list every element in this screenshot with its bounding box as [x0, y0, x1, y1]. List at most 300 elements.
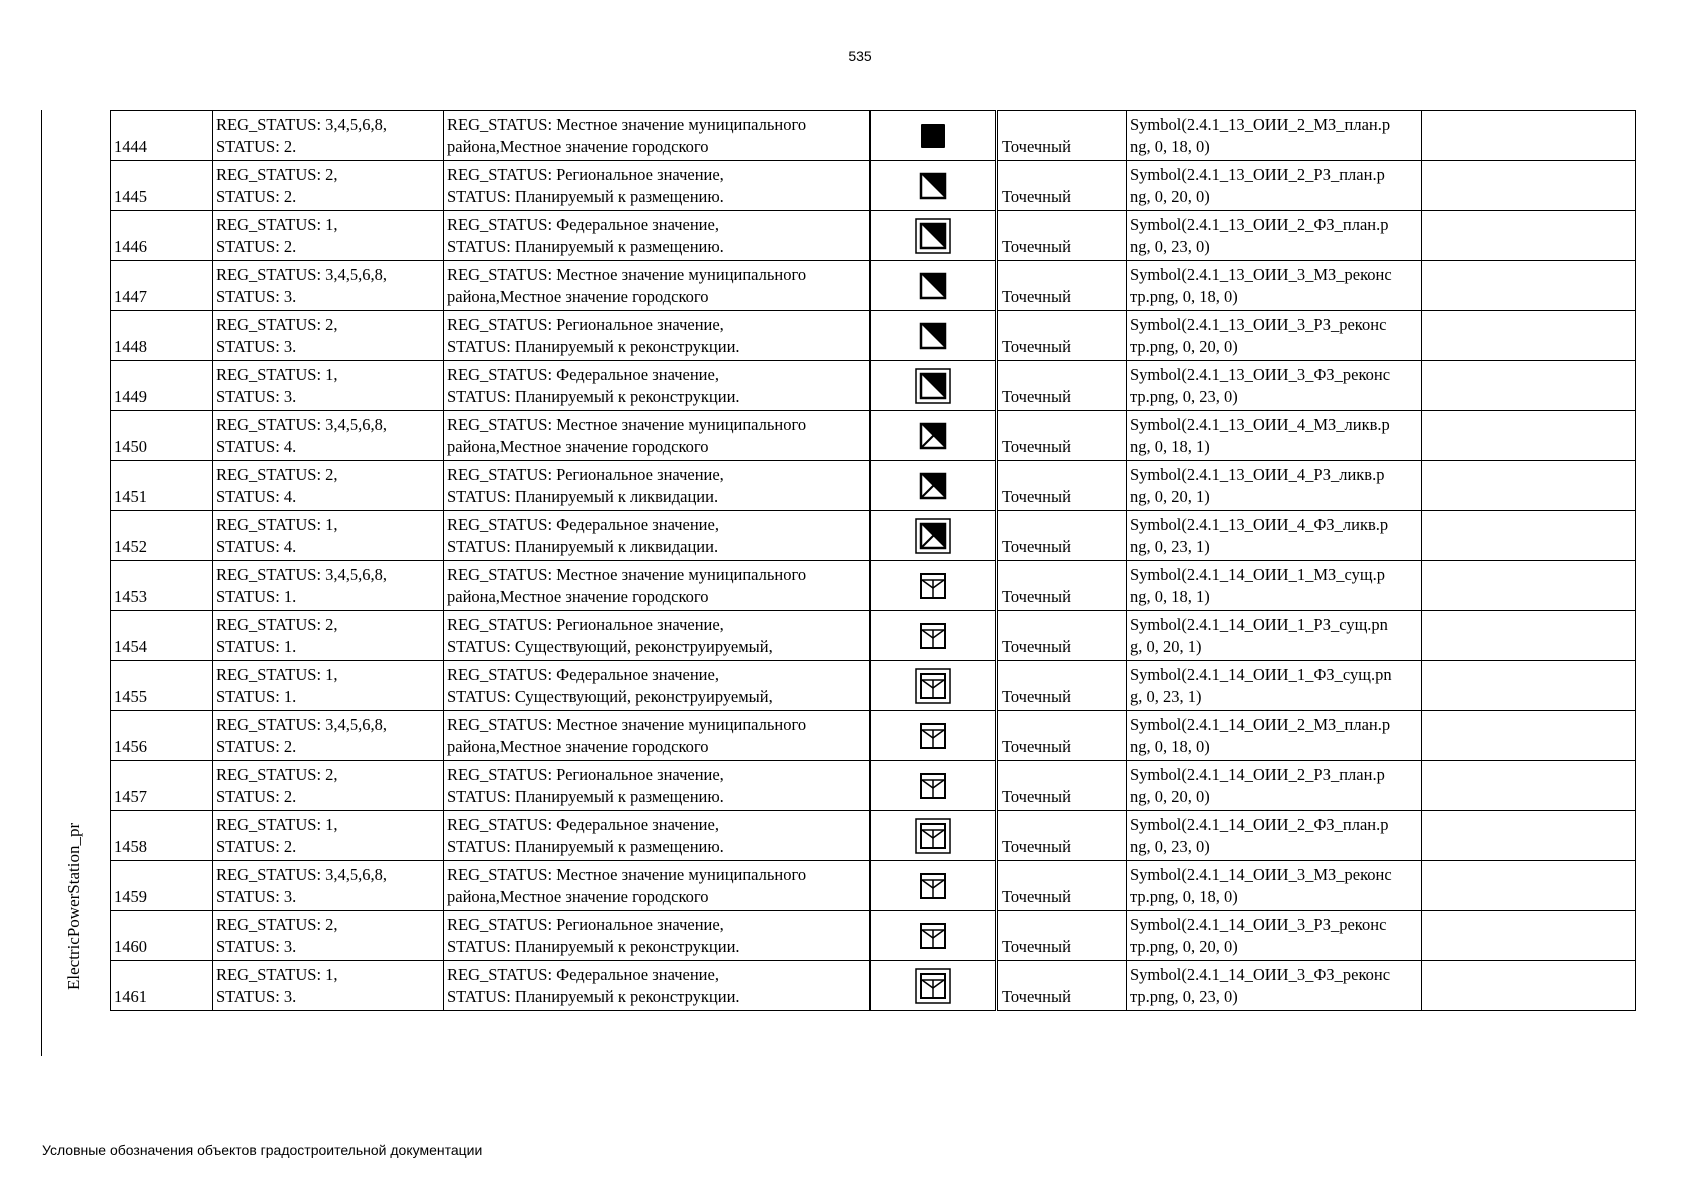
geometry-type: Точечный — [1002, 587, 1071, 606]
condition-cell-line: STATUS: 3. — [216, 287, 297, 306]
geometry-type-cell — [997, 511, 1127, 561]
symbol-function-cell-line: ng, 0, 20, 0) — [1130, 187, 1210, 206]
row-id: 1461 — [114, 987, 147, 1006]
empty-cell — [1422, 861, 1636, 911]
symbol-function-cell — [1127, 411, 1422, 461]
row-id: 1444 — [114, 137, 147, 156]
row-id: 1455 — [114, 687, 147, 706]
table-row — [111, 911, 1636, 961]
symbol-function-cell-line: Symbol(2.4.1_13_ОИИ_4_ФЗ_ликв.p — [1130, 515, 1389, 534]
empty-cell — [1422, 811, 1636, 861]
condition-cell-line: STATUS: 4. — [216, 437, 297, 456]
condition-cell-line: STATUS: 1. — [216, 687, 297, 706]
condition-cell — [213, 861, 444, 911]
symbol-function-cell-line: тр.png, 0, 20, 0) — [1130, 937, 1238, 956]
description-cell — [444, 411, 871, 461]
empty-cell — [1422, 361, 1636, 411]
row-id-cell — [111, 161, 213, 211]
antenna-square-icon — [916, 724, 950, 743]
symbol-function-cell-line: ng, 0, 18, 0) — [1130, 737, 1210, 756]
description-cell-line: STATUS: Планируемый к размещению. — [447, 837, 724, 856]
symbol-function-cell-line: Symbol(2.4.1_13_ОИИ_2_МЗ_план.p — [1130, 115, 1391, 134]
condition-cell-line: STATUS: 1. — [216, 587, 297, 606]
page-number: 535 — [848, 48, 872, 64]
row-id: 1459 — [114, 887, 147, 906]
description-cell — [444, 961, 871, 1011]
condition-cell-line: STATUS: 2. — [216, 237, 297, 256]
row-id-cell — [111, 711, 213, 761]
symbol-function-cell-line: ng, 0, 18, 1) — [1130, 437, 1210, 456]
table-row — [111, 811, 1636, 861]
legend-table — [110, 110, 1636, 1011]
description-cell-line: REG_STATUS: Федеральное значение, — [447, 365, 719, 384]
symbol-cell — [870, 361, 997, 411]
row-id-cell — [111, 211, 213, 261]
geometry-type: Точечный — [1002, 637, 1071, 656]
description-cell — [444, 361, 871, 411]
condition-cell — [213, 361, 444, 411]
condition-cell-line: STATUS: 2. — [216, 737, 297, 756]
description-cell-line: района,Местное значение городского — [447, 737, 709, 756]
symbol-function-cell — [1127, 761, 1422, 811]
row-id-cell — [111, 761, 213, 811]
geometry-type-cell — [997, 861, 1127, 911]
table-row — [111, 611, 1636, 661]
empty-cell — [1422, 261, 1636, 311]
condition-cell — [213, 711, 444, 761]
geometry-type: Точечный — [1002, 437, 1071, 456]
symbol-cell — [870, 261, 997, 311]
description-cell-line: REG_STATUS: Федеральное значение, — [447, 665, 719, 684]
condition-cell — [213, 761, 444, 811]
geometry-type-cell — [997, 811, 1127, 861]
description-cell — [444, 511, 871, 561]
geometry-type: Точечный — [1002, 287, 1071, 306]
description-cell-line: REG_STATUS: Федеральное значение, — [447, 515, 719, 534]
row-id-cell — [111, 511, 213, 561]
empty-cell — [1422, 711, 1636, 761]
condition-cell — [213, 961, 444, 1011]
description-cell-line: STATUS: Планируемый к ликвидации. — [447, 487, 719, 506]
row-id: 1448 — [114, 337, 147, 356]
symbol-cell — [870, 711, 997, 761]
symbol-function-cell — [1127, 361, 1422, 411]
description-cell-line: REG_STATUS: Региональное значение, — [447, 165, 724, 184]
symbol-function-cell — [1127, 211, 1422, 261]
diagonal-square-icon — [916, 174, 950, 193]
table-row — [111, 161, 1636, 211]
description-cell-line: района,Местное значение городского — [447, 887, 709, 906]
condition-cell — [213, 811, 444, 861]
symbol-function-cell-line: ng, 0, 20, 1) — [1130, 487, 1210, 506]
condition-cell-line: REG_STATUS: 1, — [216, 365, 338, 384]
row-id: 1451 — [114, 487, 147, 506]
empty-cell — [1422, 161, 1636, 211]
row-id-cell — [111, 861, 213, 911]
antenna-square-icon — [916, 874, 950, 893]
symbol-function-cell-line: Symbol(2.4.1_14_ОИИ_3_РЗ_реконс — [1130, 915, 1387, 934]
symbol-function-cell-line: Symbol(2.4.1_14_ОИИ_1_РЗ_сущ.pn — [1130, 615, 1388, 634]
condition-cell — [213, 461, 444, 511]
condition-cell-line: STATUS: 3. — [216, 987, 297, 1006]
description-cell-line: REG_STATUS: Региональное значение, — [447, 315, 724, 334]
condition-cell-line: REG_STATUS: 3,4,5,6,8, — [216, 265, 388, 284]
condition-cell-line: STATUS: 2. — [216, 187, 297, 206]
row-id: 1445 — [114, 187, 147, 206]
symbol-function-cell-line: Symbol(2.4.1_13_ОИИ_2_ФЗ_план.p — [1130, 215, 1389, 234]
empty-cell — [1422, 211, 1636, 261]
description-cell — [444, 561, 871, 611]
description-cell-line: REG_STATUS: Местное значение муниципального — [447, 265, 807, 284]
cross-square-icon — [916, 424, 950, 443]
condition-cell-line: STATUS: 2. — [216, 837, 297, 856]
symbol-function-cell-line: ng, 0, 23, 0) — [1130, 237, 1210, 256]
row-id: 1454 — [114, 637, 147, 656]
geometry-type: Точечный — [1002, 737, 1071, 756]
row-id: 1446 — [114, 237, 147, 256]
condition-cell-line: STATUS: 3. — [216, 337, 297, 356]
symbol-cell — [870, 511, 997, 561]
symbol-cell — [870, 661, 997, 711]
table-row — [111, 261, 1636, 311]
geometry-type-cell — [997, 261, 1127, 311]
geometry-type-cell — [997, 661, 1127, 711]
row-id-cell — [111, 361, 213, 411]
description-cell-line: STATUS: Существующий, реконструируемый, — [447, 637, 773, 656]
table-row — [111, 311, 1636, 361]
symbol-function-cell — [1127, 561, 1422, 611]
description-cell-line: STATUS: Планируемый к реконструкции. — [447, 987, 740, 1006]
description-cell — [444, 461, 871, 511]
condition-cell-line: REG_STATUS: 1, — [216, 515, 338, 534]
cross-square-icon — [916, 474, 950, 493]
antenna-framed-square-icon — [913, 974, 953, 993]
description-cell-line: района,Местное значение городского — [447, 287, 709, 306]
table-row — [111, 211, 1636, 261]
antenna-framed-square-icon — [913, 674, 953, 693]
condition-cell-line: STATUS: 4. — [216, 487, 297, 506]
side-label: ElectricPowerStation_pr — [64, 822, 83, 990]
geometry-type-cell — [997, 311, 1127, 361]
geometry-type-cell — [997, 111, 1127, 161]
description-cell-line: STATUS: Планируемый к реконструкции. — [447, 387, 740, 406]
symbol-cell — [870, 761, 997, 811]
symbol-cell — [870, 861, 997, 911]
condition-cell-line: REG_STATUS: 3,4,5,6,8, — [216, 715, 388, 734]
geometry-type-cell — [997, 211, 1127, 261]
antenna-square-icon — [916, 774, 950, 793]
condition-cell — [213, 111, 444, 161]
symbol-function-cell-line: тр.png, 0, 23, 0) — [1130, 987, 1238, 1006]
description-cell-line: REG_STATUS: Региональное значение, — [447, 915, 724, 934]
symbol-function-cell — [1127, 961, 1422, 1011]
symbol-function-cell-line: Symbol(2.4.1_14_ОИИ_1_ФЗ_сущ.pn — [1130, 665, 1392, 684]
symbol-function-cell — [1127, 311, 1422, 361]
table-row — [111, 111, 1636, 161]
symbol-cell — [870, 411, 997, 461]
symbol-cell — [870, 811, 997, 861]
condition-cell-line: STATUS: 3. — [216, 387, 297, 406]
description-cell — [444, 861, 871, 911]
row-id: 1450 — [114, 437, 147, 456]
symbol-cell — [870, 211, 997, 261]
symbol-function-cell-line: Symbol(2.4.1_14_ОИИ_2_РЗ_план.p — [1130, 765, 1385, 784]
description-cell — [444, 911, 871, 961]
antenna-square-icon — [916, 574, 950, 593]
table-row — [111, 461, 1636, 511]
geometry-type: Точечный — [1002, 787, 1071, 806]
symbol-function-cell-line: Symbol(2.4.1_13_ОИИ_3_РЗ_реконс — [1130, 315, 1387, 334]
row-id: 1452 — [114, 537, 147, 556]
empty-cell — [1422, 761, 1636, 811]
symbol-function-cell-line: Symbol(2.4.1_13_ОИИ_3_МЗ_реконс — [1130, 265, 1392, 284]
symbol-cell — [870, 911, 997, 961]
condition-cell — [213, 661, 444, 711]
symbol-function-cell — [1127, 661, 1422, 711]
row-id-cell — [111, 111, 213, 161]
description-cell-line: STATUS: Планируемый к реконструкции. — [447, 337, 740, 356]
geometry-type-cell — [997, 161, 1127, 211]
condition-cell-line: STATUS: 2. — [216, 137, 297, 156]
geometry-type-cell — [997, 361, 1127, 411]
condition-cell-line: STATUS: 3. — [216, 887, 297, 906]
condition-cell-line: REG_STATUS: 3,4,5,6,8, — [216, 865, 388, 884]
condition-cell-line: REG_STATUS: 2, — [216, 315, 338, 334]
geometry-type: Точечный — [1002, 487, 1071, 506]
description-cell-line: REG_STATUS: Региональное значение, — [447, 465, 724, 484]
symbol-cell — [870, 611, 997, 661]
table-row — [111, 511, 1636, 561]
description-cell — [444, 311, 871, 361]
row-id: 1457 — [114, 787, 147, 806]
geometry-type-cell — [997, 711, 1127, 761]
symbol-cell — [870, 161, 997, 211]
footer-text: Условные обозначения объектов градостроительной документации — [42, 1142, 483, 1158]
row-id: 1453 — [114, 587, 147, 606]
geometry-type: Точечный — [1002, 537, 1071, 556]
symbol-function-cell-line: Symbol(2.4.1_14_ОИИ_3_МЗ_реконс — [1130, 865, 1392, 884]
condition-cell-line: REG_STATUS: 1, — [216, 665, 338, 684]
geometry-type: Точечный — [1002, 337, 1071, 356]
description-cell — [444, 611, 871, 661]
condition-cell-line: REG_STATUS: 1, — [216, 815, 338, 834]
diagonal-square-icon — [916, 324, 950, 343]
description-cell-line: REG_STATUS: Местное значение муниципального — [447, 865, 807, 884]
symbol-function-cell — [1127, 511, 1422, 561]
condition-cell-line: REG_STATUS: 2, — [216, 915, 338, 934]
description-cell — [444, 761, 871, 811]
antenna-square-icon — [916, 624, 950, 643]
symbol-function-cell-line: тр.png, 0, 23, 0) — [1130, 387, 1238, 406]
table-row — [111, 361, 1636, 411]
description-cell-line: REG_STATUS: Региональное значение, — [447, 615, 724, 634]
legend-table-body — [111, 111, 1636, 1011]
condition-cell — [213, 911, 444, 961]
symbol-cell — [870, 311, 997, 361]
symbol-function-cell-line: Symbol(2.4.1_13_ОИИ_3_ФЗ_реконс — [1130, 365, 1391, 384]
geometry-type-cell — [997, 761, 1127, 811]
condition-cell — [213, 611, 444, 661]
description-cell-line: STATUS: Планируемый к размещению. — [447, 787, 724, 806]
condition-cell — [213, 311, 444, 361]
symbol-function-cell-line: ng, 0, 18, 0) — [1130, 137, 1210, 156]
description-cell-line: STATUS: Существующий, реконструируемый, — [447, 687, 773, 706]
symbol-function-cell-line: тр.png, 0, 20, 0) — [1130, 337, 1238, 356]
geometry-type-cell — [997, 461, 1127, 511]
symbol-function-cell — [1127, 811, 1422, 861]
symbol-function-cell-line: Symbol(2.4.1_14_ОИИ_2_ФЗ_план.p — [1130, 815, 1389, 834]
description-cell-line: REG_STATUS: Федеральное значение, — [447, 965, 719, 984]
symbol-function-cell — [1127, 861, 1422, 911]
geometry-type: Точечный — [1002, 687, 1071, 706]
row-id-cell — [111, 811, 213, 861]
symbol-function-cell-line: ng, 0, 23, 1) — [1130, 537, 1210, 556]
description-cell-line: REG_STATUS: Местное значение муниципального — [447, 715, 807, 734]
symbol-function-cell-line: Symbol(2.4.1_13_ОИИ_4_МЗ_ликв.p — [1130, 415, 1390, 434]
condition-cell-line: REG_STATUS: 2, — [216, 465, 338, 484]
description-cell — [444, 261, 871, 311]
description-cell-line: STATUS: Планируемый к размещению. — [447, 187, 724, 206]
table-row — [111, 411, 1636, 461]
row-id-cell — [111, 311, 213, 361]
empty-cell — [1422, 661, 1636, 711]
description-cell-line: STATUS: Планируемый к размещению. — [447, 237, 724, 256]
geometry-type: Точечный — [1002, 837, 1071, 856]
description-cell-line: района,Местное значение городского — [447, 137, 709, 156]
empty-cell — [1422, 611, 1636, 661]
antenna-square-icon — [916, 924, 950, 943]
row-id-cell — [111, 661, 213, 711]
symbol-cell — [870, 111, 997, 161]
symbol-cell — [870, 961, 997, 1011]
geometry-type: Точечный — [1002, 887, 1071, 906]
condition-cell-line: REG_STATUS: 2, — [216, 765, 338, 784]
symbol-function-cell-line: Symbol(2.4.1_13_ОИИ_4_РЗ_ликв.p — [1130, 465, 1385, 484]
geometry-type-cell — [997, 611, 1127, 661]
solid-square-icon — [916, 124, 950, 143]
description-cell-line: REG_STATUS: Местное значение муниципального — [447, 415, 807, 434]
description-cell-line: района,Местное значение городского — [447, 437, 709, 456]
empty-cell — [1422, 511, 1636, 561]
geometry-type: Точечный — [1002, 237, 1071, 256]
side-rule — [41, 110, 42, 1056]
table-row — [111, 661, 1636, 711]
row-id-cell — [111, 911, 213, 961]
symbol-function-cell-line: Symbol(2.4.1_14_ОИИ_3_ФЗ_реконс — [1130, 965, 1391, 984]
empty-cell — [1422, 561, 1636, 611]
geometry-type-cell — [997, 561, 1127, 611]
empty-cell — [1422, 311, 1636, 361]
description-cell — [444, 161, 871, 211]
empty-cell — [1422, 411, 1636, 461]
row-id: 1449 — [114, 387, 147, 406]
empty-cell — [1422, 911, 1636, 961]
condition-cell-line: REG_STATUS: 1, — [216, 965, 338, 984]
symbol-function-cell-line: Symbol(2.4.1_14_ОИИ_2_МЗ_план.p — [1130, 715, 1391, 734]
geometry-type: Точечный — [1002, 937, 1071, 956]
row-id: 1458 — [114, 837, 147, 856]
description-cell-line: REG_STATUS: Местное значение муниципального — [447, 565, 807, 584]
table-row — [111, 961, 1636, 1011]
table-row — [111, 561, 1636, 611]
description-cell-line: района,Местное значение городского — [447, 587, 709, 606]
row-id-cell — [111, 561, 213, 611]
description-cell — [444, 661, 871, 711]
condition-cell-line: REG_STATUS: 1, — [216, 215, 338, 234]
geometry-type: Точечный — [1002, 187, 1071, 206]
condition-cell-line: REG_STATUS: 3,4,5,6,8, — [216, 565, 388, 584]
diagonal-framed-square-icon — [913, 224, 953, 243]
symbol-function-cell — [1127, 711, 1422, 761]
condition-cell-line: REG_STATUS: 2, — [216, 165, 338, 184]
condition-cell — [213, 561, 444, 611]
symbol-function-cell — [1127, 161, 1422, 211]
condition-cell — [213, 261, 444, 311]
description-cell-line: REG_STATUS: Федеральное значение, — [447, 815, 719, 834]
description-cell-line: STATUS: Планируемый к реконструкции. — [447, 937, 740, 956]
condition-cell-line: REG_STATUS: 2, — [216, 615, 338, 634]
symbol-function-cell-line: g, 0, 20, 1) — [1130, 637, 1202, 656]
condition-cell — [213, 411, 444, 461]
row-id-cell — [111, 411, 213, 461]
geometry-type-cell — [997, 911, 1127, 961]
empty-cell — [1422, 461, 1636, 511]
empty-cell — [1422, 961, 1636, 1011]
row-id-cell — [111, 961, 213, 1011]
condition-cell — [213, 161, 444, 211]
diagonal-framed-square-icon — [913, 374, 953, 393]
symbol-function-cell-line: Symbol(2.4.1_13_ОИИ_2_РЗ_план.p — [1130, 165, 1385, 184]
symbol-function-cell-line: ng, 0, 18, 1) — [1130, 587, 1210, 606]
condition-cell-line: STATUS: 4. — [216, 537, 297, 556]
condition-cell — [213, 211, 444, 261]
description-cell-line: STATUS: Планируемый к ликвидации. — [447, 537, 719, 556]
symbol-cell — [870, 461, 997, 511]
row-id-cell — [111, 461, 213, 511]
geometry-type-cell — [997, 961, 1127, 1011]
description-cell — [444, 811, 871, 861]
condition-cell-line: REG_STATUS: 3,4,5,6,8, — [216, 415, 388, 434]
description-cell-line: REG_STATUS: Федеральное значение, — [447, 215, 719, 234]
diagonal-square-icon — [916, 274, 950, 293]
symbol-function-cell-line: тр.png, 0, 18, 0) — [1130, 887, 1238, 906]
table-row — [111, 711, 1636, 761]
table-row — [111, 861, 1636, 911]
row-id: 1447 — [114, 287, 147, 306]
description-cell — [444, 211, 871, 261]
symbol-function-cell — [1127, 911, 1422, 961]
row-id-cell — [111, 611, 213, 661]
symbol-function-cell-line: тр.png, 0, 18, 0) — [1130, 287, 1238, 306]
row-id: 1456 — [114, 737, 147, 756]
symbol-function-cell — [1127, 261, 1422, 311]
condition-cell-line: STATUS: 2. — [216, 787, 297, 806]
description-cell-line: REG_STATUS: Региональное значение, — [447, 765, 724, 784]
description-cell — [444, 111, 871, 161]
symbol-function-cell — [1127, 461, 1422, 511]
row-id: 1460 — [114, 937, 147, 956]
geometry-type-cell — [997, 411, 1127, 461]
empty-cell — [1422, 111, 1636, 161]
symbol-function-cell-line: g, 0, 23, 1) — [1130, 687, 1202, 706]
symbol-function-cell-line: Symbol(2.4.1_14_ОИИ_1_МЗ_сущ.p — [1130, 565, 1385, 584]
symbol-function-cell — [1127, 611, 1422, 661]
geometry-type: Точечный — [1002, 987, 1071, 1006]
row-id-cell — [111, 261, 213, 311]
condition-cell-line: STATUS: 3. — [216, 937, 297, 956]
symbol-function-cell — [1127, 111, 1422, 161]
geometry-type: Точечный — [1002, 137, 1071, 156]
